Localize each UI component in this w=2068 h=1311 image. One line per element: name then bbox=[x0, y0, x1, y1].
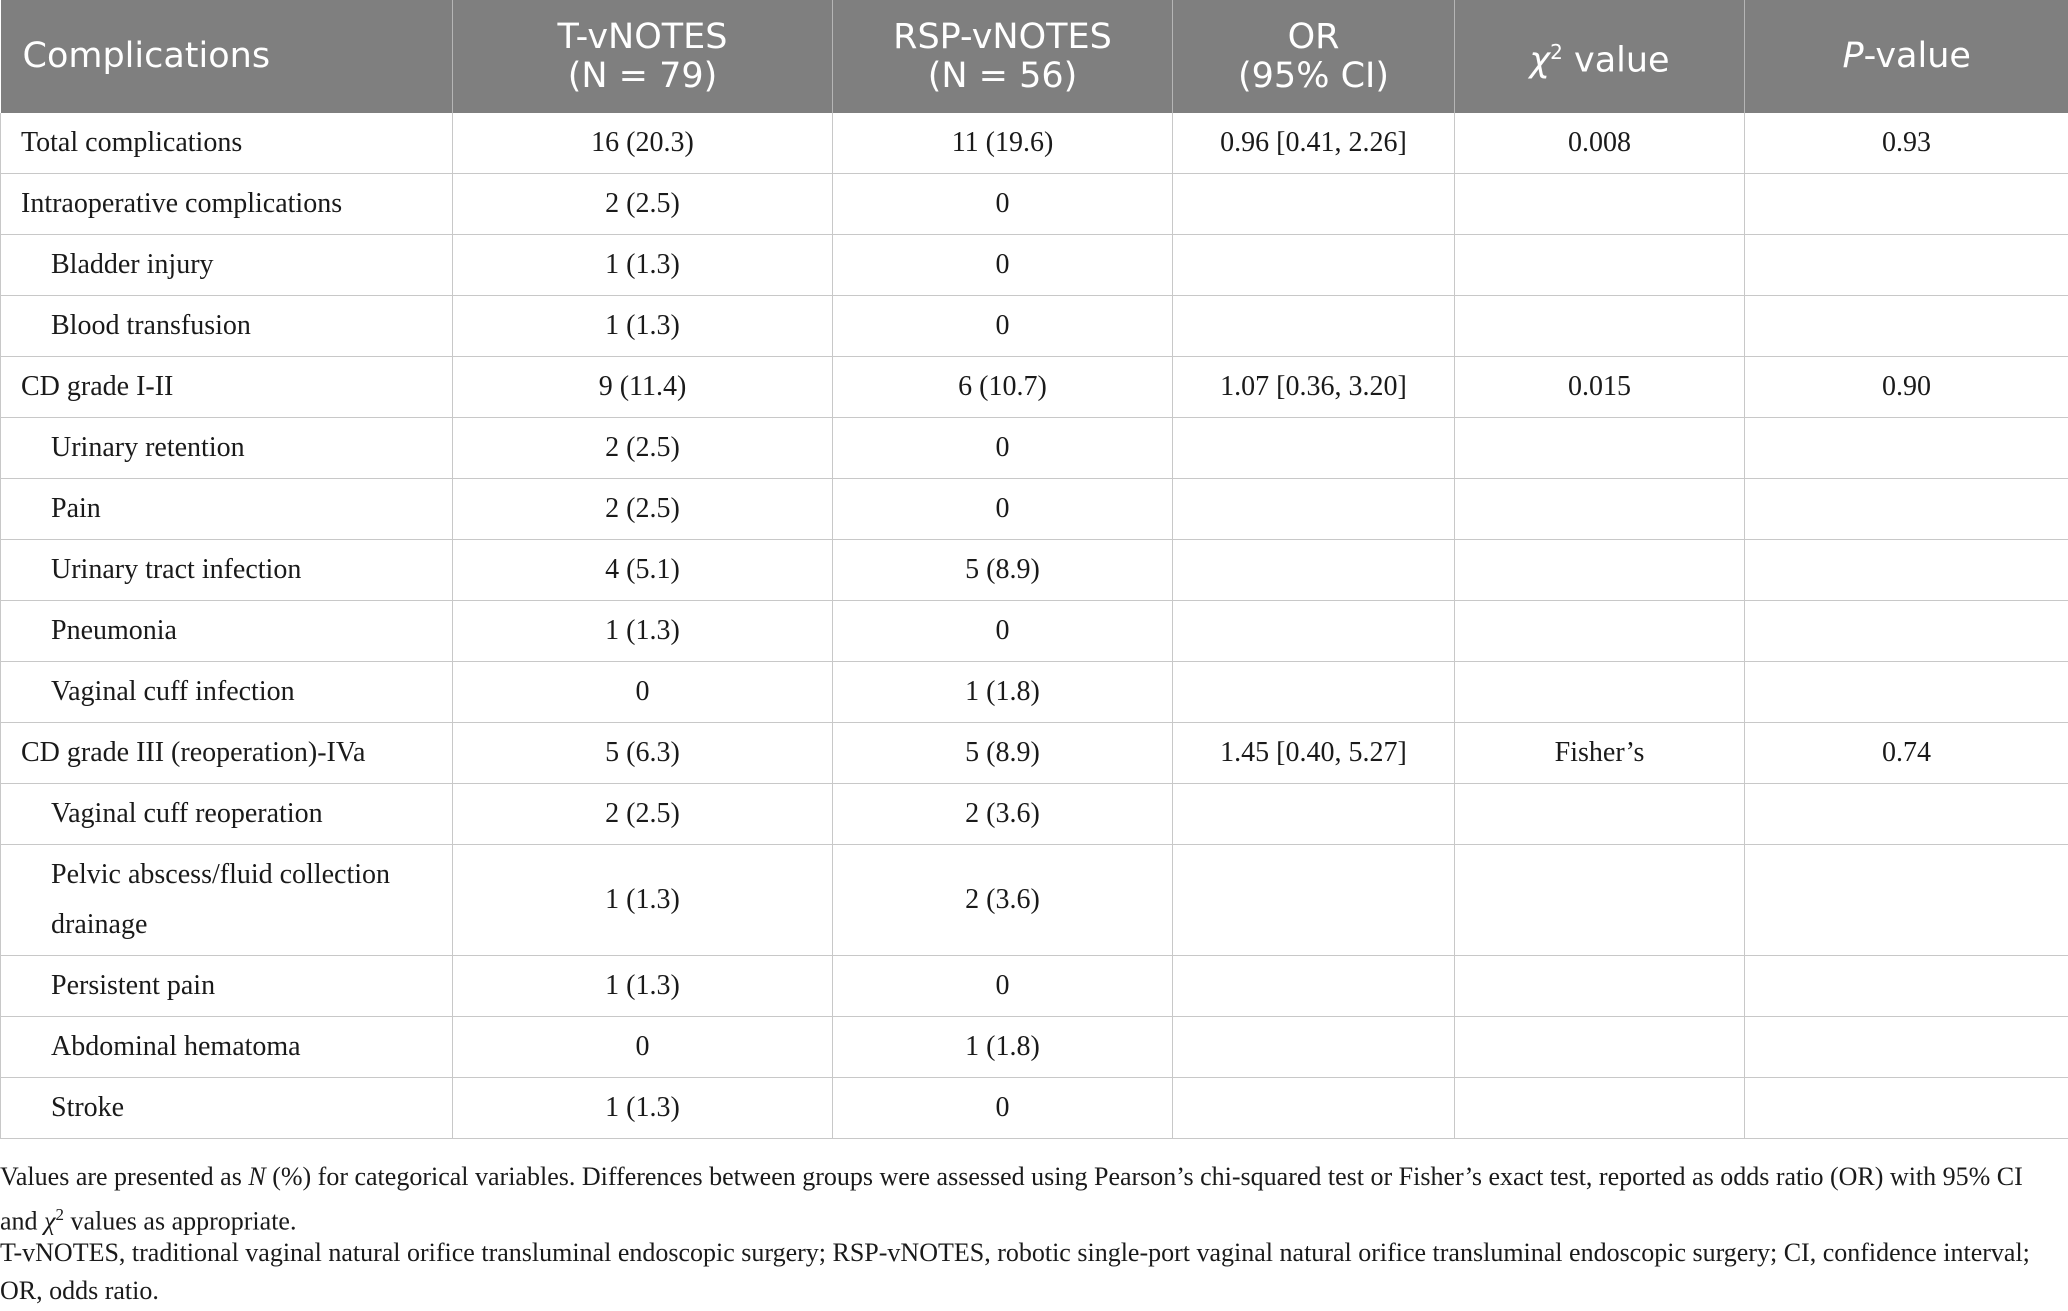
cell-or bbox=[1173, 1017, 1455, 1078]
cell-rsp-vnotes: 0 bbox=[833, 296, 1173, 357]
header-p-value bbox=[1745, 0, 2068, 113]
cell-p bbox=[1745, 956, 2068, 1017]
cell-t-vnotes: 1 (1.3) bbox=[453, 235, 833, 296]
cell-t-vnotes: 2 (2.5) bbox=[453, 784, 833, 845]
header-row bbox=[1, 0, 2068, 113]
cell-p bbox=[1745, 540, 2068, 601]
cell-t-vnotes: 16 (20.3) bbox=[453, 113, 833, 174]
cell-chi bbox=[1455, 845, 1745, 956]
cell-p bbox=[1745, 662, 2068, 723]
cell-t-vnotes: 0 bbox=[453, 662, 833, 723]
cell-rsp-vnotes: 0 bbox=[833, 418, 1173, 479]
row-label bbox=[1, 845, 453, 956]
cell-or bbox=[1173, 1078, 1455, 1139]
cell-t-vnotes: 4 (5.1) bbox=[453, 540, 833, 601]
header-complications bbox=[1, 0, 453, 113]
cell-rsp-vnotes: 1 (1.8) bbox=[833, 662, 1173, 723]
row-label: Total complications bbox=[1, 113, 453, 174]
cell-p bbox=[1745, 1017, 2068, 1078]
cell-p bbox=[1745, 1078, 2068, 1139]
footnote-text-a: Values are presented as bbox=[0, 1162, 249, 1191]
cell-t-vnotes: 1 (1.3) bbox=[453, 296, 833, 357]
cell-rsp-vnotes: 0 bbox=[833, 601, 1173, 662]
table-body bbox=[1, 113, 2068, 1139]
table-row bbox=[1, 113, 2068, 174]
header-t-vnotes-n: (N = 79) bbox=[567, 55, 718, 96]
cell-p bbox=[1745, 845, 2068, 956]
header-p-symbol: P bbox=[1842, 36, 1864, 76]
cell-p bbox=[1745, 174, 2068, 235]
table-row bbox=[1, 723, 2068, 784]
cell-t-vnotes: 2 (2.5) bbox=[453, 174, 833, 235]
cell-chi bbox=[1455, 956, 1745, 1017]
row-label: CD grade III (reoperation)-IVa bbox=[1, 723, 453, 784]
row-label: Pneumonia bbox=[1, 601, 453, 662]
row-label: Bladder injury bbox=[1, 235, 453, 296]
cell-p: 0.74 bbox=[1745, 723, 2068, 784]
cell-or: 1.45 [0.40, 5.27] bbox=[1173, 723, 1455, 784]
header-complications-text: Complications bbox=[22, 36, 271, 76]
row-label: Stroke bbox=[1, 1078, 453, 1139]
cell-chi: Fisher’s bbox=[1455, 723, 1745, 784]
cell-p bbox=[1745, 296, 2068, 357]
cell-t-vnotes: 5 (6.3) bbox=[453, 723, 833, 784]
header-rsp-vnotes-name: RSP-vNOTES bbox=[893, 16, 1112, 57]
cell-p bbox=[1745, 418, 2068, 479]
cell-rsp-vnotes: 1 (1.8) bbox=[833, 1017, 1173, 1078]
cell-t-vnotes: 2 (2.5) bbox=[453, 418, 833, 479]
row-label: Vaginal cuff reoperation bbox=[1, 784, 453, 845]
cell-chi: 0.015 bbox=[1455, 357, 1745, 418]
cell-rsp-vnotes: 5 (8.9) bbox=[833, 723, 1173, 784]
row-label: Urinary tract infection bbox=[1, 540, 453, 601]
footnote-n-symbol: N bbox=[248, 1162, 266, 1191]
table-row bbox=[1, 662, 2068, 723]
header-t-vnotes bbox=[453, 0, 833, 113]
header-rsp-vnotes bbox=[833, 0, 1173, 113]
table-row bbox=[1, 956, 2068, 1017]
table-row bbox=[1, 601, 2068, 662]
cell-chi bbox=[1455, 1017, 1745, 1078]
cell-or bbox=[1173, 601, 1455, 662]
cell-p bbox=[1745, 235, 2068, 296]
table-header bbox=[1, 0, 2068, 113]
cell-chi bbox=[1455, 296, 1745, 357]
header-or-name: OR bbox=[1287, 16, 1340, 57]
header-chi-rest: value bbox=[1562, 40, 1670, 81]
cell-chi bbox=[1455, 418, 1745, 479]
row-label: Intraoperative complications bbox=[1, 174, 453, 235]
footnote-text-c: values as appropriate. bbox=[64, 1206, 297, 1236]
cell-chi bbox=[1455, 1078, 1745, 1139]
cell-or: 1.07 [0.36, 3.20] bbox=[1173, 357, 1455, 418]
cell-t-vnotes: 2 (2.5) bbox=[453, 479, 833, 540]
cell-t-vnotes: 9 (11.4) bbox=[453, 357, 833, 418]
row-label: CD grade I-II bbox=[1, 357, 453, 418]
cell-rsp-vnotes: 6 (10.7) bbox=[833, 357, 1173, 418]
footnote-chi-symbol: χ bbox=[44, 1206, 56, 1236]
cell-chi: 0.008 bbox=[1455, 113, 1745, 174]
row-label: Abdominal hematoma bbox=[1, 1017, 453, 1078]
cell-chi bbox=[1455, 174, 1745, 235]
table-row bbox=[1, 174, 2068, 235]
footnote-chi-sup: 2 bbox=[55, 1205, 64, 1224]
cell-p bbox=[1745, 601, 2068, 662]
cell-p bbox=[1745, 479, 2068, 540]
cell-or bbox=[1173, 479, 1455, 540]
table-row bbox=[1, 235, 2068, 296]
cell-rsp-vnotes: 0 bbox=[833, 235, 1173, 296]
row-label: Pain bbox=[1, 479, 453, 540]
table-row bbox=[1, 418, 2068, 479]
cell-chi bbox=[1455, 601, 1745, 662]
header-or-ci: (95% CI) bbox=[1238, 55, 1389, 96]
cell-rsp-vnotes: 0 bbox=[833, 174, 1173, 235]
cell-or bbox=[1173, 418, 1455, 479]
table-footnote-abbreviations: T-vNOTES, traditional vaginal natural orifice transluminal endoscopic surgery; RSP-vNOTES, robotic single-port vaginal natural orifice transluminal endoscopic surgery; CI, confidence interval; OR, odds ratio. bbox=[0, 1238, 2030, 1305]
cell-p: 0.93 bbox=[1745, 113, 2068, 174]
cell-rsp-vnotes: 0 bbox=[833, 1078, 1173, 1139]
row-label: Blood transfusion bbox=[1, 296, 453, 357]
table-row bbox=[1, 1017, 2068, 1078]
table-footnote-methods bbox=[0, 1158, 2064, 1241]
cell-rsp-vnotes: 0 bbox=[833, 479, 1173, 540]
cell-t-vnotes: 1 (1.3) bbox=[453, 845, 833, 956]
header-chi-sup: 2 bbox=[1550, 39, 1563, 64]
cell-or bbox=[1173, 845, 1455, 956]
table-row bbox=[1, 296, 2068, 357]
cell-chi bbox=[1455, 235, 1745, 296]
header-t-vnotes-name: T-vNOTES bbox=[557, 16, 728, 57]
cell-or: 0.96 [0.41, 2.26] bbox=[1173, 113, 1455, 174]
cell-rsp-vnotes: 2 (3.6) bbox=[833, 845, 1173, 956]
footnote-text-b: (%) for categorical variables. Differences between groups were assessed using Pearson’s chi-squared test or Fisher’s exact test, reported as odds ratio (OR) with 95% CI and bbox=[0, 1162, 2023, 1236]
header-chi-value bbox=[1455, 0, 1745, 113]
cell-or bbox=[1173, 662, 1455, 723]
table-row bbox=[1, 845, 2068, 956]
cell-p: 0.90 bbox=[1745, 357, 2068, 418]
table-row bbox=[1, 784, 2068, 845]
cell-t-vnotes: 0 bbox=[453, 1017, 833, 1078]
table-row bbox=[1, 479, 2068, 540]
cell-rsp-vnotes: 2 (3.6) bbox=[833, 784, 1173, 845]
header-p-rest: -value bbox=[1863, 36, 1971, 76]
row-label: Vaginal cuff infection bbox=[1, 662, 453, 723]
cell-chi bbox=[1455, 479, 1745, 540]
row-label-line1: Pelvic abscess/fluid collection bbox=[51, 859, 391, 890]
cell-or bbox=[1173, 784, 1455, 845]
cell-or bbox=[1173, 956, 1455, 1017]
cell-or bbox=[1173, 540, 1455, 601]
cell-t-vnotes: 1 (1.3) bbox=[453, 1078, 833, 1139]
cell-rsp-vnotes: 0 bbox=[833, 956, 1173, 1017]
header-rsp-vnotes-n: (N = 56) bbox=[927, 55, 1078, 96]
cell-rsp-vnotes: 5 (8.9) bbox=[833, 540, 1173, 601]
header-chi-symbol: χ bbox=[1529, 40, 1551, 81]
row-label: Urinary retention bbox=[1, 418, 453, 479]
cell-chi bbox=[1455, 540, 1745, 601]
table-row bbox=[1, 540, 2068, 601]
cell-rsp-vnotes: 11 (19.6) bbox=[833, 113, 1173, 174]
cell-chi bbox=[1455, 662, 1745, 723]
cell-t-vnotes: 1 (1.3) bbox=[453, 956, 833, 1017]
header-or bbox=[1173, 0, 1455, 113]
cell-p bbox=[1745, 784, 2068, 845]
cell-chi bbox=[1455, 784, 1745, 845]
table-row bbox=[1, 357, 2068, 418]
table-row bbox=[1, 1078, 2068, 1139]
row-label-line2: drainage bbox=[51, 909, 148, 940]
cell-t-vnotes: 1 (1.3) bbox=[453, 601, 833, 662]
cell-or bbox=[1173, 174, 1455, 235]
cell-or bbox=[1173, 235, 1455, 296]
row-label: Persistent pain bbox=[1, 956, 453, 1017]
cell-or bbox=[1173, 296, 1455, 357]
